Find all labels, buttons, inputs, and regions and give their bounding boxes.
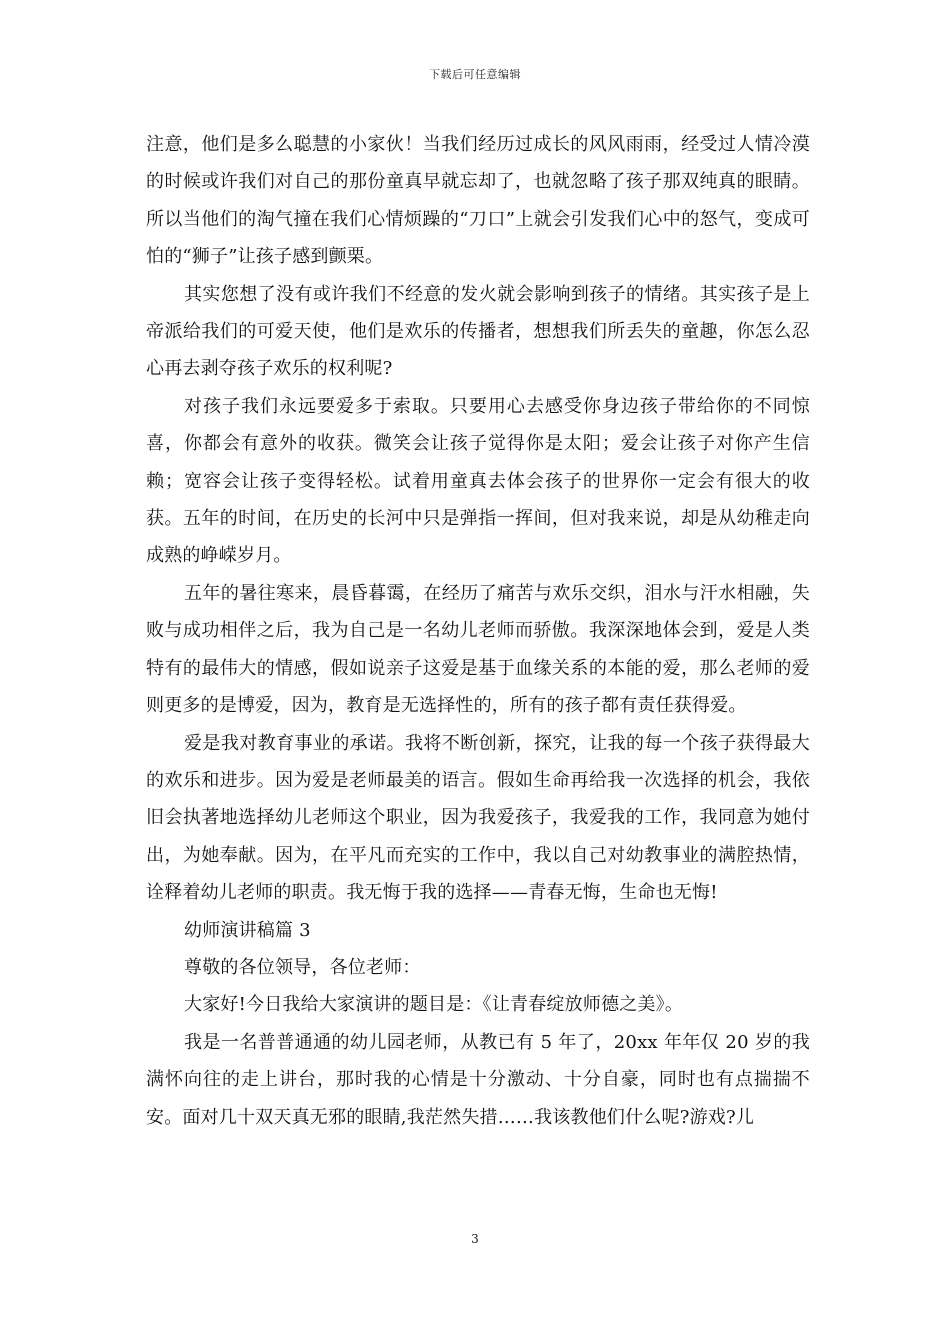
- greeting: 大家好!今日我给大家演讲的题目是：《让青春绽放师德之美》。: [184, 994, 684, 1016]
- document-body: [146, 126, 810, 1136]
- paragraph-9: 我是一名普普通通的幼儿园老师，从教已有 5 年了，20xx 年年仅 20 岁的我满怀向往的走上讲台，那时我的心情是十分激动、十分自豪，同时也有点揣揣不安。面对几十双天真无邪的眼睛,我茫然失措……我该教他们什么呢?游戏?儿: [146, 1031, 810, 1128]
- salutation: 尊敬的各位领导，各位老师：: [184, 956, 421, 978]
- section-heading: 幼师演讲稿篇 3: [184, 919, 311, 941]
- paragraph-5: 爱是我对教育事业的承诺。我将不断创新，探究，让我的每一个孩子获得最大的欢乐和进步。因为爱是老师最美的语言。假如生命再给我一次选择的机会，我依旧会执著地选择幼儿老师这个职业，因为我爱孩子，我爱我的工作，我同意为她付出，为她奉献。因为，在平凡而充实的工作中，我以自己对幼教事业的满腔热情，诠释着幼儿老师的职责。我无悔于我的选择——青春无悔，生命也无悔!: [146, 732, 810, 904]
- page-number: 3: [471, 1232, 479, 1246]
- paragraph-3: 对孩子我们永远要爱多于索取。只要用心去感受你身边孩子带给你的不同惊喜，你都会有意外的收获。微笑会让孩子觉得你是太阳；爱会让孩子对你产生信赖；宽容会让孩子变得轻松。试着用童真去体会孩子的世界你一定会有很大的收获。五年的时间，在历史的长河中只是弹指一挥间，但对我来说，却是从幼稚走向成熟的峥嵘岁月。: [146, 395, 810, 567]
- paragraph-4: 五年的暑往寒来，晨昏暮霭，在经历了痛苦与欢乐交织，泪水与汗水相融，失败与成功相伴之后，我为自己是一名幼儿老师而骄傲。我深深地体会到，爱是人类特有的最伟大的情感，假如说亲子这爱是基于血缘关系的本能的爱，那么老师的爱则更多的是博爱，因为，教育是无选择性的，所有的孩子都有责任获得爱。: [146, 582, 810, 717]
- page-header: 下载后可任意编辑: [429, 68, 521, 81]
- paragraph-1: 注意，他们是多么聪慧的小家伙！当我们经历过成长的风风雨雨，经受过人情冷漠的时候或许我们对自己的那份童真早就忘却了，也就忽略了孩子那双纯真的眼睛。所以当他们的淘气撞在我们心情烦躁的“刀口”上就会引发我们心中的怒气，变成可怕的“狮子”让孩子感到颤栗。: [146, 134, 810, 268]
- paragraph-2: 其实您想了没有或许我们不经意的发火就会影响到孩子的情绪。其实孩子是上帝派给我们的可爱天使，他们是欢乐的传播者，想想我们所丢失的童趣，你怎么忍心再去剥夺孩子欢乐的权利呢?: [146, 283, 810, 380]
